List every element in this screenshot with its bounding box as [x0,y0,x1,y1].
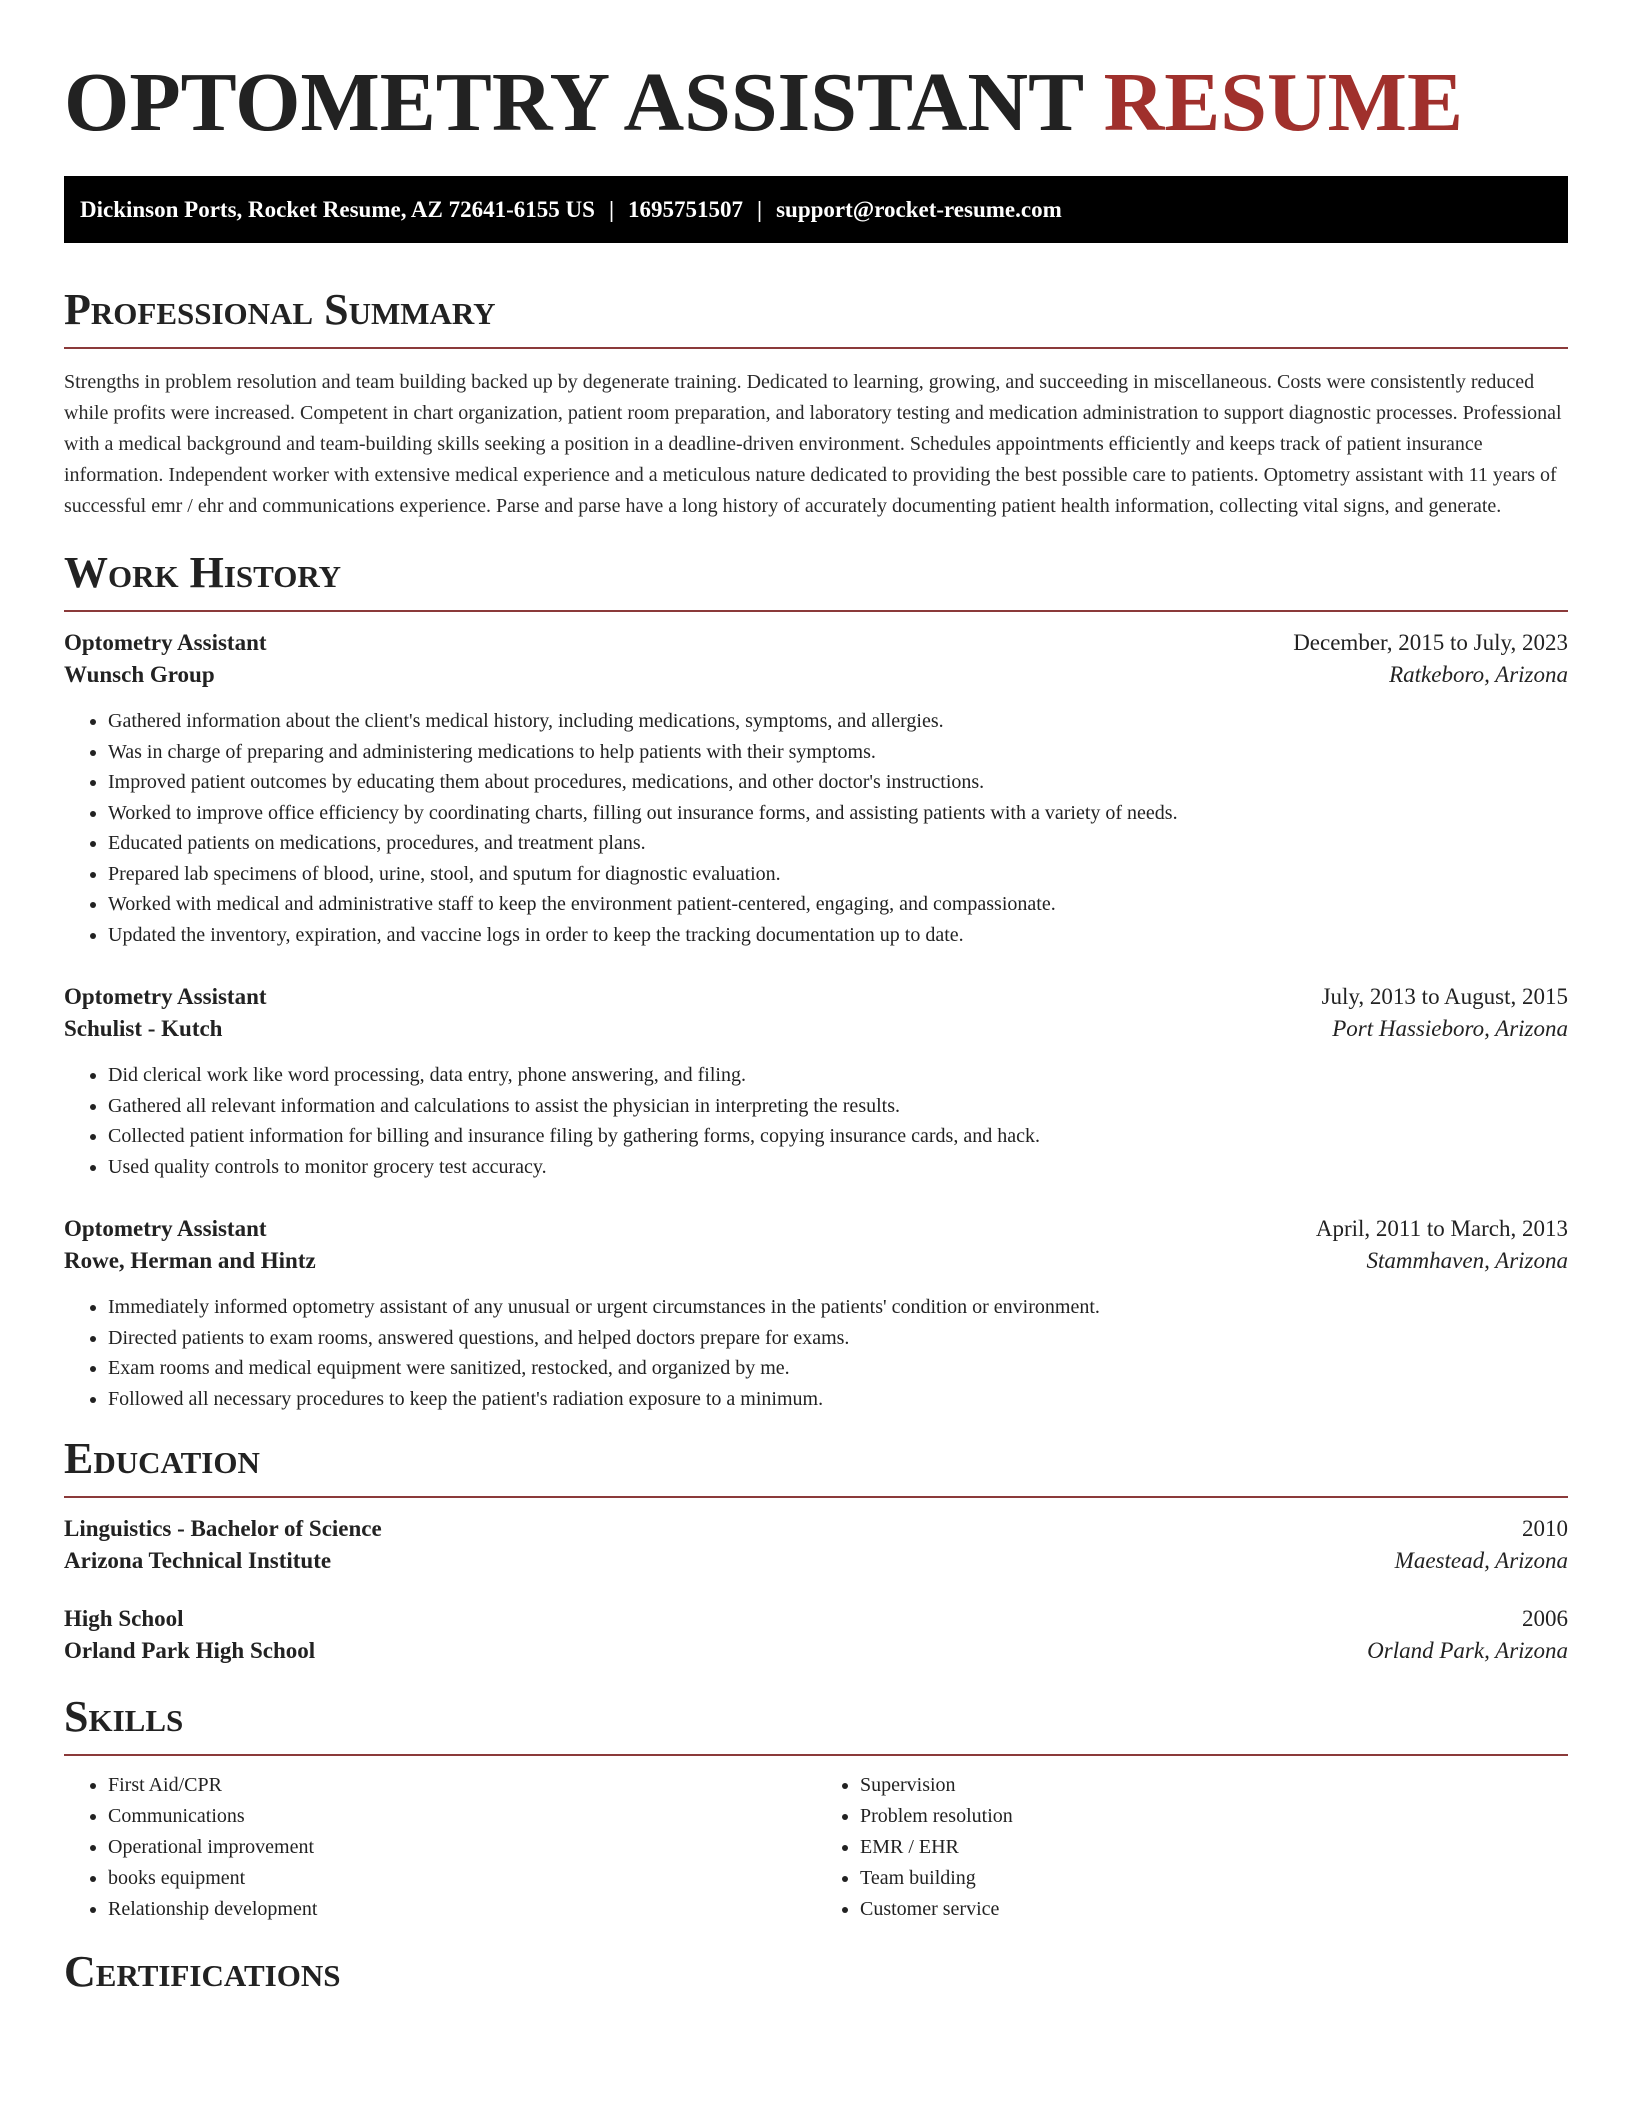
contact-address: Dickinson Ports, Rocket Resume, AZ 72641-6155 US [80,196,595,222]
job-location: Stammhaven, Arizona [1366,1248,1568,1273]
skill-item: • Customer service [860,1894,1568,1925]
education-entry [64,1606,1568,1664]
job-company: Wunsch Group [64,662,215,687]
education-location: Orland Park, Arizona [1367,1638,1568,1663]
job-duty: • Updated the inventory, expiration, and vaccine logs in order to keep the tracking documentation up to date. [108,920,1568,951]
job-duty: • Followed all necessary procedures to keep the patient's radiation exposure to a minimum. [108,1384,1568,1415]
contact-phone: 1695751507 [628,196,744,222]
skill-item: • Operational improvement [108,1832,816,1863]
work-history-heading: Work History [64,548,1568,612]
job-title-row [64,1216,1568,1242]
job-company: Rowe, Herman and Hintz [64,1248,316,1273]
education-location: Maestead, Arizona [1394,1548,1568,1573]
job-duties [64,1060,1568,1182]
job-duty: • Prepared lab specimens of blood, urine, stool, and sputum for diagnostic evaluation. [108,859,1568,890]
skills-columns [64,1770,1568,1925]
job-duty: • Educated patients on medications, procedures, and treatment plans. [108,828,1568,859]
skill-item: • Relationship development [108,1894,816,1925]
job-company: Schulist - Kutch [64,1016,223,1041]
job-company-row [64,662,1568,688]
job-duty: • Directed patients to exam rooms, answered questions, and helped doctors prepare for exams. [108,1323,1568,1354]
job-dates: July, 2013 to August, 2015 [1321,984,1568,1009]
job-title-row [64,984,1568,1010]
resume-title [64,0,1568,149]
job-company-row [64,1248,1568,1274]
job-title: Optometry Assistant [64,630,267,655]
education-degree-row [64,1606,1568,1632]
job-location: Ratkeboro, Arizona [1389,662,1568,687]
contact-bar [64,176,1568,243]
job-duty: • Was in charge of preparing and administering medications to help patients with their symptoms. [108,737,1568,768]
job-title: Optometry Assistant [64,984,267,1009]
job-title: Optometry Assistant [64,1216,267,1241]
education-school-row [64,1548,1568,1574]
contact-email: support@rocket-resume.com [776,196,1062,222]
education-degree-row [64,1516,1568,1542]
education-school: Orland Park High School [64,1638,316,1663]
skills-list-right [816,1770,1568,1925]
job-duty: • Did clerical work like word processing, data entry, phone answering, and filing. [108,1060,1568,1091]
skills-heading: Skills [64,1692,1568,1756]
job-entry [64,984,1568,1182]
education-entry [64,1516,1568,1574]
job-title-row [64,630,1568,656]
education-school-row [64,1638,1568,1664]
skills-list-left [64,1770,816,1925]
job-duty: • Worked to improve office efficiency by coordinating charts, filling out insurance forms, and assisting patients with a variety of needs. [108,798,1568,829]
job-dates: December, 2015 to July, 2023 [1293,630,1568,655]
job-duty: • Exam rooms and medical equipment were sanitized, restocked, and organized by me. [108,1353,1568,1384]
skill-item: • Team building [860,1863,1568,1894]
skill-item: • Communications [108,1801,816,1832]
skill-item: • Supervision [860,1770,1568,1801]
skill-item: • Problem resolution [860,1801,1568,1832]
job-duty: • Worked with medical and administrative staff to keep the environment patient-centered, engaging, and compassionate. [108,889,1568,920]
contact-separator: | [757,196,763,222]
job-company-row [64,1016,1568,1042]
skill-item: • First Aid/CPR [108,1770,816,1801]
job-entry [64,1216,1568,1414]
job-duty: • Improved patient outcomes by educating them about procedures, medications, and other doctor's instructions. [108,767,1568,798]
certifications-heading: Certifications [64,1947,341,1996]
education-year: 2006 [1522,1606,1568,1631]
summary-heading: Professional Summary [64,285,1568,349]
job-duty: • Immediately informed optometry assistant of any unusual or urgent circumstances in the patients' condition or environment. [108,1292,1568,1323]
education-year: 2010 [1522,1516,1568,1541]
summary-text: Strengths in problem resolution and team building backed up by degenerate training. Dedicated to learning, growing, and succeeding in miscellaneous. Costs were consistently reduced while profits were increased. Competent in chart organization, patient room preparation, and laboratory testing and medication administration to support diagnostic processes. Professional with a medical background and team-building skills seeking a position in a deadline-driven environment. Schedules appointments efficiently and keeps track of patient insurance information. Independent worker with extensive medical experience and a meticulous nature dedicated to providing the best possible care to patients. Optometry assistant with 11 years of successful emr / ehr and communications experience. Parse and parse have a long history of accurately documenting patient health information, collecting vital signs, and generate. [64,371,1562,517]
job-duty: • Gathered information about the client's medical history, including medications, symptoms, and allergies. [108,706,1568,737]
job-duty: • Collected patient information for billing and insurance filing by gathering forms, copying insurance cards, and hack. [108,1121,1568,1152]
contact-separator: | [608,196,615,222]
title-accent: RESUME [1103,56,1463,149]
title-main: OPTOMETRY ASSISTANT [64,56,1083,149]
skill-item: • EMR / EHR [860,1832,1568,1863]
education-school: Arizona Technical Institute [64,1548,332,1573]
education-degree: Linguistics - Bachelor of Science [64,1516,382,1541]
job-location: Port Hassieboro, Arizona [1332,1016,1568,1041]
job-duties [64,706,1568,950]
job-duties [64,1292,1568,1414]
job-entry [64,630,1568,950]
skill-item: • books equipment [108,1863,816,1894]
education-degree: High School [64,1606,184,1631]
education-heading: Education [64,1434,1568,1498]
job-duty: • Gathered all relevant information and calculations to assist the physician in interpreting the results. [108,1091,1568,1122]
job-dates: April, 2011 to March, 2013 [1315,1216,1568,1241]
job-duty: • Used quality controls to monitor grocery test accuracy. [108,1152,1568,1183]
